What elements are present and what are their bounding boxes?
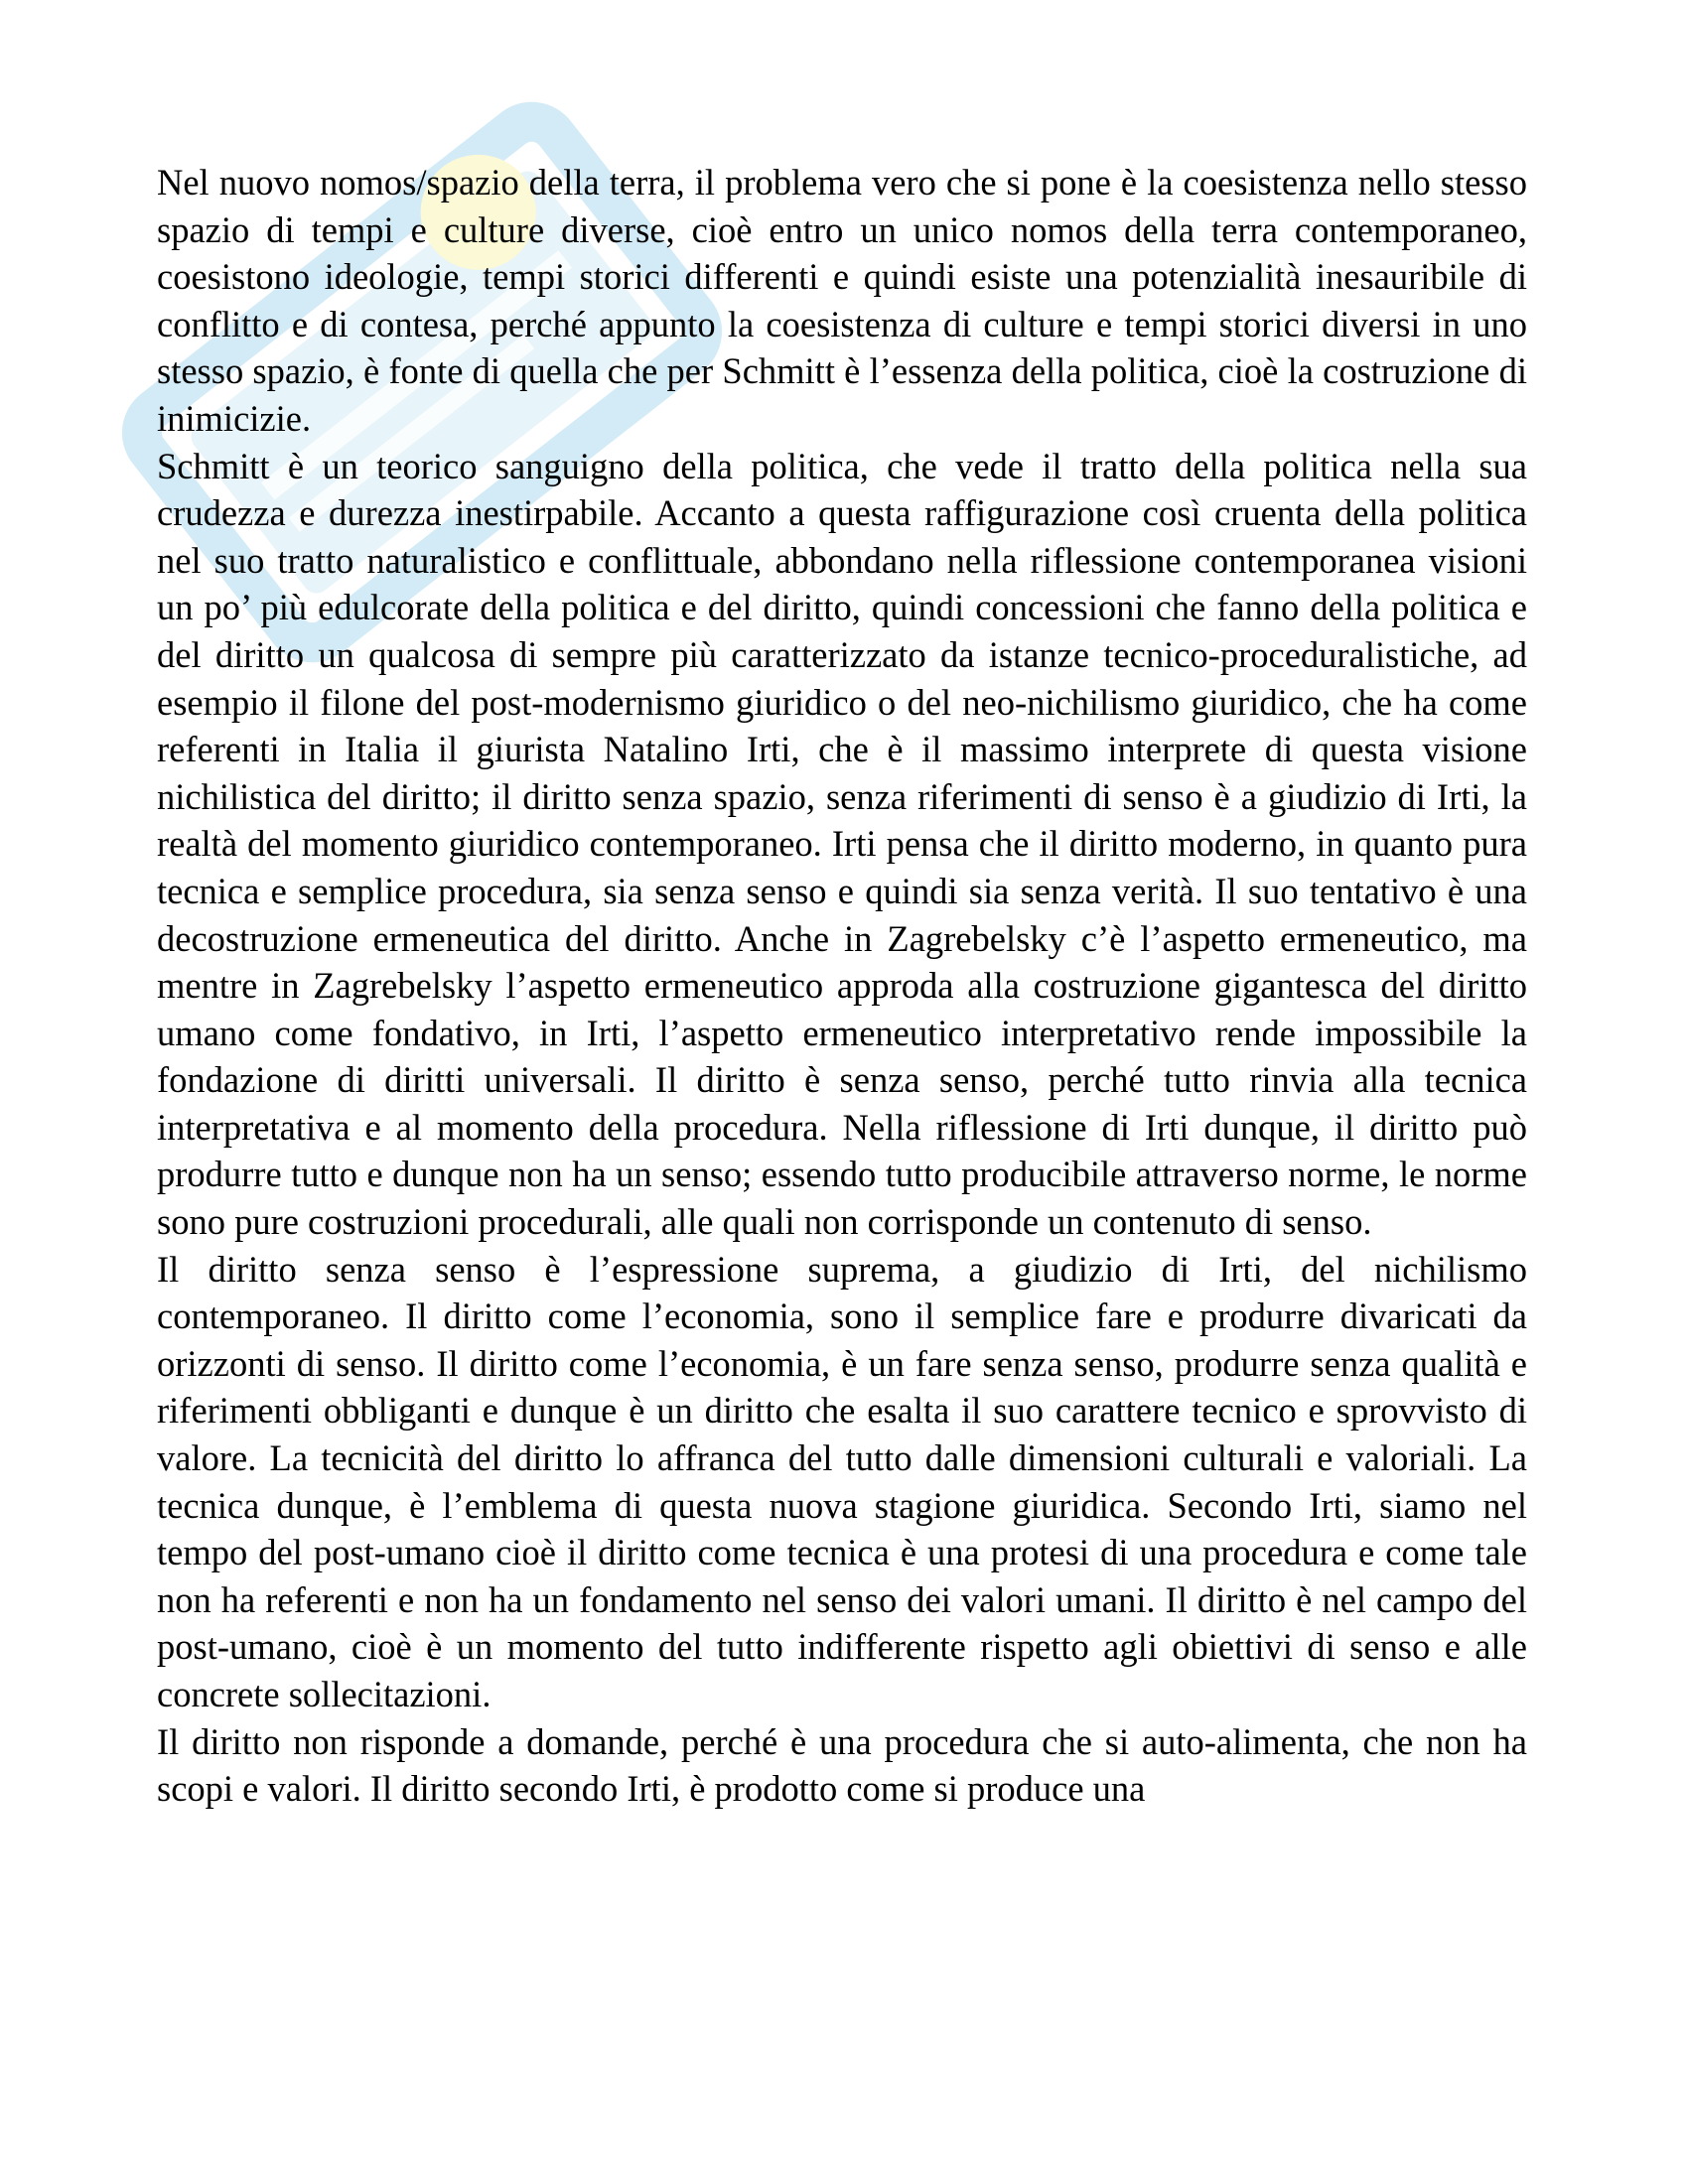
document-body [157, 159, 1527, 1813]
paragraph: Schmitt è un teorico sanguigno della politica, che vede il tratto della politica nella sua crudezza e durezza inestirpabile. Accanto a questa raffigurazione così cruenta della politica nel suo tratto naturalistico e conflittuale, abbondano nella riflessione contemporanea visioni un po’ più edulcorate della politica e del diritto, quindi concessioni che fanno della politica e del diritto un qualcosa di sempre più caratterizzato da istanze tecnico-proceduralistiche, ad esempio il filone del post-modernismo giuridico o del neo-nichilismo giuridico, che ha come referenti in Italia il giurista Natalino Irti, che è il massimo interprete di questa visione nichilistica del diritto; il diritto senza spazio, senza riferimenti di senso è a giudizio di Irti, la realtà del momento giuridico contemporaneo. Irti pensa che il diritto moderno, in quanto pura tecnica e semplice procedura, sia senza senso e quindi sia senza verità. Il suo tentativo è una decostruzione ermeneutica del diritto. Anche in Zagrebelsky c’è l’aspetto ermeneutico, ma mentre in Zagrebelsky l’aspetto ermeneutico approda alla costruzione gigantesca del diritto umano come fondativo, in Irti, l’aspetto ermeneutico interpretativo rende impossibile la fondazione di diritti universali. Il diritto è senza senso, perché tutto rinvia alla tecnica interpretativa e al momento della procedura. Nella riflessione di Irti dunque, il diritto può produrre tutto e dunque non ha un senso; essendo tutto producibile attraverso norme, le norme sono pure costruzioni procedurali, alle quali non corrisponde un contenuto di senso. [157, 445, 1527, 1243]
paragraph: Il diritto non risponde a domande, perché è una procedura che si auto-alimenta, che non ha scopi e valori. Il diritto secondo Irti, è prodotto come si produce una [157, 1720, 1527, 1810]
paragraph: Il diritto senza senso è l’espressione suprema, a giudizio di Irti, del nichilismo contemporaneo. Il diritto come l’economia, sono il semplice fare e produrre divaricati da orizzonti di senso. Il diritto come l’economia, è un fare senza senso, produrre senza qualità e riferimenti obbliganti e dunque è un diritto che esalta il suo carattere tecnico e sprovvisto di valore. La tecnicità del diritto lo affranca del tutto dalle dimensioni culturali e valoriali. La tecnica dunque, è l’emblema di questa nuova stagione giuridica. Secondo Irti, siamo nel tempo del post-umano cioè il diritto come tecnica è una protesi di una procedura e come tale non ha referenti e non ha un fondamento nel senso dei valori umani. Il diritto è nel campo del post-umano, cioè è un momento del tutto indifferente rispetto agli obiettivi di senso e alle concrete sollecitazioni. [157, 1248, 1527, 1714]
paragraph: Nel nuovo nomos/spazio della terra, il problema vero che si pone è la coesistenza nello stesso spazio di tempi e culture diverse, cioè entro un unico nomos della terra contemporaneo, coesistono ideologie, tempi storici differenti e quindi esiste una potenzialità inesauribile di conflitto e di contesa, perché appunto la coesistenza di culture e tempi storici diversi in uno stesso spazio, è fonte di quella che per Schmitt è l’essenza della politica, cioè la costruzione di inimicizie. [157, 162, 1527, 439]
